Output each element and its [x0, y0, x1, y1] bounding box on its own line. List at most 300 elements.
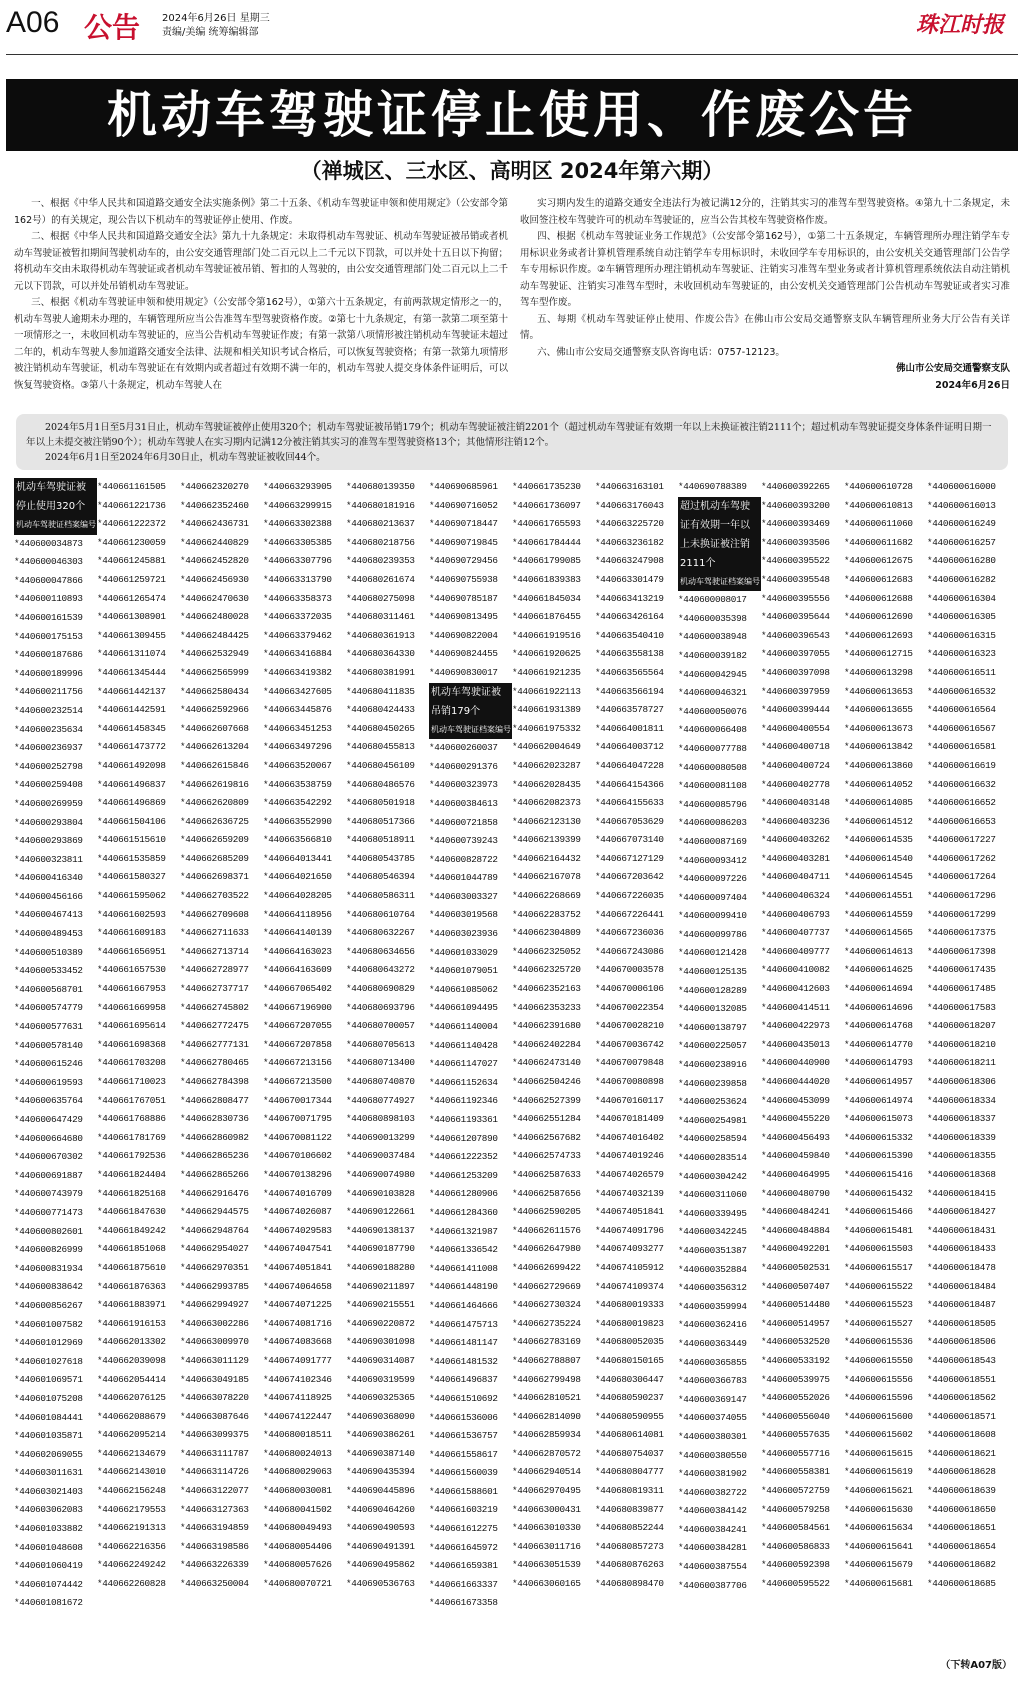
license-number: *440662615846 — [180, 759, 249, 771]
license-number: *440663051539 — [512, 1559, 581, 1571]
license-number: *440600618506 — [927, 1336, 996, 1348]
license-number: *440662473140 — [512, 1057, 581, 1069]
license-number: *440600614768 — [844, 1020, 913, 1032]
license-number: *440662737717 — [180, 983, 249, 995]
license-number: *440600614770 — [844, 1038, 913, 1050]
license-number: *440600406324 — [761, 890, 830, 902]
license-number: *440603003327 — [429, 890, 498, 902]
license-number: *440600416340 — [14, 872, 83, 884]
license-number: *440600615615 — [844, 1447, 913, 1459]
license-number: *440690220872 — [346, 1317, 415, 1329]
license-number: *440600403281 — [761, 852, 830, 864]
license-number: *440661588601 — [429, 1485, 498, 1497]
license-number: *440661259721 — [97, 573, 166, 585]
license-number: *440661442137 — [97, 685, 166, 697]
license-number: *440661311074 — [97, 648, 166, 660]
license-number: *440662268669 — [512, 890, 581, 902]
license-number: *440662353233 — [512, 1001, 581, 1013]
license-number: *440600615481 — [844, 1224, 913, 1236]
license-number: *440600125135 — [678, 966, 747, 978]
license-number: *440662004649 — [512, 741, 581, 753]
signature-org: 佛山市公安局交通警察支队 — [895, 363, 1010, 374]
license-number: *440662713714 — [180, 945, 249, 957]
license-number: *440600613653 — [844, 685, 913, 697]
license-number: *440600239858 — [678, 1077, 747, 1089]
license-number: *440600614085 — [844, 797, 913, 809]
license-number: *440662304809 — [512, 927, 581, 939]
license-number: *440661253209 — [429, 1169, 498, 1181]
number-column — [429, 478, 512, 1650]
license-number: *440601048608 — [14, 1541, 83, 1553]
license-number: *440680411835 — [346, 685, 415, 697]
license-number: *440662729669 — [512, 1280, 581, 1292]
license-number: *440662028435 — [512, 778, 581, 790]
license-number: *440661849242 — [97, 1224, 166, 1236]
license-number: *440690301098 — [346, 1336, 415, 1348]
license-number: *440600618306 — [927, 1076, 996, 1087]
license-number: *440600225057 — [678, 1040, 747, 1052]
license-number: *440600342245 — [678, 1226, 747, 1238]
license-number: *440600132085 — [678, 1003, 747, 1015]
license-number: *440600615523 — [844, 1299, 913, 1311]
license-number: *440661161505 — [97, 481, 166, 492]
license-number: *440680713400 — [346, 1057, 415, 1069]
license-number: *440664028205 — [263, 890, 332, 902]
license-number: *440661609183 — [97, 927, 166, 939]
intro-right-column — [520, 196, 1010, 394]
license-number: *440600618621 — [927, 1447, 996, 1459]
license-number: *440600365855 — [678, 1356, 747, 1368]
license-number: *440601033029 — [429, 946, 498, 958]
license-number: *440600099410 — [678, 910, 747, 922]
license-number: *440663163101 — [595, 481, 664, 492]
license-number: *440600613842 — [844, 741, 913, 753]
license-number: *440690785187 — [429, 592, 498, 604]
license-number: *440663099375 — [180, 1429, 249, 1441]
license-number: *440662567682 — [512, 1131, 581, 1143]
license-number: *440601084441 — [14, 1411, 83, 1423]
license-number: *440600614512 — [844, 815, 913, 827]
license-number: *440661781769 — [97, 1131, 166, 1143]
license-number: *440662799498 — [512, 1373, 581, 1385]
license-number: *440600670302 — [14, 1151, 83, 1163]
license-number: *440661673358 — [429, 1597, 498, 1609]
license-number: *440600510389 — [14, 946, 83, 958]
license-number: *440662532949 — [180, 648, 249, 660]
license-number: *440600612688 — [844, 592, 913, 604]
license-number: *440601081672 — [14, 1597, 83, 1609]
license-number: *440600042945 — [678, 668, 747, 680]
license-number: *440661847630 — [97, 1206, 166, 1218]
license-number: *440600856267 — [14, 1299, 83, 1311]
license-number: *440663566194 — [595, 685, 664, 697]
license-number: *440663111787 — [180, 1447, 249, 1459]
license-number: *440661580327 — [97, 871, 166, 883]
intro-paragraph: 一、根据《中华人民共和国道路交通安全法实施条例》第二十五条、《机动车驾驶证申领和使用规定》（公安部令第162号）的有关规定，现公告以下机动车的驾驶证停止使用、作废。 — [14, 198, 508, 226]
license-number: *440600532520 — [761, 1336, 830, 1348]
license-number: *440661799085 — [512, 555, 581, 567]
license-number: *440600459840 — [761, 1150, 830, 1162]
license-number: *440600635764 — [14, 1095, 83, 1107]
license-number: *440680898470 — [595, 1578, 664, 1590]
license-number: *440600618571 — [927, 1410, 996, 1422]
license-number: *440600617485 — [927, 983, 996, 995]
license-number: *440600615536 — [844, 1336, 913, 1348]
license-number: *440600387554 — [678, 1561, 747, 1573]
license-number: *440680456109 — [346, 759, 415, 771]
license-number: *440661703208 — [97, 1057, 166, 1069]
license-number: *440661458345 — [97, 722, 166, 734]
license-number: *440680361913 — [346, 629, 415, 641]
license-number: *440663226339 — [180, 1559, 249, 1571]
license-number: *440667127129 — [595, 852, 664, 864]
license-number: *440600384281 — [678, 1542, 747, 1554]
license-number: *440603021403 — [14, 1485, 83, 1497]
license-number: *440662994927 — [180, 1299, 249, 1311]
license-number: *440600615600 — [844, 1410, 913, 1422]
license-number: *440600615073 — [844, 1113, 913, 1125]
license-number: *440600507407 — [761, 1280, 830, 1292]
license-number: *440661221736 — [97, 499, 166, 511]
license-number: *440600097226 — [678, 873, 747, 885]
license-number: *440600008017 — [678, 594, 747, 606]
license-number: *440662452820 — [180, 555, 249, 567]
summary-line: 2024年5月1日至5月31日止，机动车驾驶证被停止使用320个；机动车驾驶证被吊销179个；机动车驾驶证被注销2201个（超过机动车驾驶证有效期一年以上未换证被注销2111个；超过机动车驾驶证提交身体条件证明日期一年以上未提交被注销90个）；机动车驾驶人在实习期内记满12分被注销其实习的准驾车型驾驶资格13个；其他情形注销12个。 — [26, 422, 992, 448]
license-number: *440663416884 — [263, 648, 332, 660]
license-number: *440600323973 — [429, 779, 498, 791]
license-number: *440661839383 — [512, 573, 581, 585]
license-number: *440600384142 — [678, 1505, 747, 1517]
license-number: *440662580434 — [180, 685, 249, 697]
license-number: *440664118956 — [263, 908, 332, 920]
license-number: *440600616511 — [927, 666, 996, 678]
license-number: *440600393469 — [761, 518, 830, 530]
license-number: *440661603219 — [429, 1504, 498, 1516]
license-number: *440680139350 — [346, 481, 415, 492]
license-number: *440663566810 — [263, 834, 332, 846]
license-number: *440600617264 — [927, 871, 996, 883]
license-number: *440661284360 — [429, 1206, 498, 1218]
license-number: *440600618562 — [927, 1392, 996, 1404]
license-number: *440674093277 — [595, 1243, 664, 1255]
license-number: *440663379462 — [263, 629, 332, 641]
license-number: *440600464995 — [761, 1168, 830, 1180]
license-number: *440680614081 — [595, 1429, 664, 1441]
license-number: *440680774927 — [346, 1094, 415, 1106]
license-number: *440600077788 — [678, 742, 747, 754]
license-number: *440680852244 — [595, 1522, 664, 1534]
license-number: *440600293869 — [14, 835, 83, 847]
license-number: *440661768886 — [97, 1113, 166, 1125]
license-number: *440603062083 — [14, 1504, 83, 1516]
license-number: *440600618339 — [927, 1131, 996, 1143]
number-column — [927, 478, 1010, 1650]
license-number: *440600595522 — [761, 1578, 830, 1590]
license-number: *440667203642 — [595, 871, 664, 883]
license-number: *440662436731 — [180, 518, 249, 530]
license-number: *440661736097 — [512, 499, 581, 511]
license-number: *440600400554 — [761, 722, 830, 734]
license-number: *440600615390 — [844, 1150, 913, 1162]
license-number: *440661698368 — [97, 1038, 166, 1050]
license-number: *440670079848 — [595, 1057, 664, 1069]
license-number: *440600614694 — [844, 983, 913, 995]
license-number: *440674051841 — [595, 1206, 664, 1218]
license-number: *440661085062 — [429, 983, 498, 995]
archive-number-header: 机动车驾驶证档案编号 — [429, 721, 512, 740]
license-number: *440662810521 — [512, 1392, 581, 1404]
license-number: *440661515610 — [97, 834, 166, 846]
license-number: *440661612275 — [429, 1523, 498, 1535]
license-number: *440662023287 — [512, 759, 581, 771]
license-number: *440601012969 — [14, 1337, 83, 1349]
license-number: *440690719845 — [429, 536, 498, 548]
license-number: *440600395556 — [761, 592, 830, 604]
license-number: *440661336542 — [429, 1244, 498, 1256]
license-number: *440667236036 — [595, 927, 664, 939]
license-number: *440663122077 — [180, 1485, 249, 1497]
number-column — [844, 478, 927, 1650]
license-number: *440600614696 — [844, 1001, 913, 1013]
summary-box — [16, 414, 1008, 470]
license-number: *440662814090 — [512, 1410, 581, 1422]
license-number: *440600614559 — [844, 908, 913, 920]
license-number: *440680455813 — [346, 741, 415, 753]
license-number: *440600557635 — [761, 1429, 830, 1441]
license-number: *440600615522 — [844, 1280, 913, 1292]
license-number: *440600615432 — [844, 1187, 913, 1199]
license-number: *440600236937 — [14, 742, 83, 754]
license-number: *440661695614 — [97, 1020, 166, 1032]
license-number: *440690368090 — [346, 1410, 415, 1422]
license-number: *440670138296 — [263, 1168, 332, 1180]
number-column — [346, 478, 429, 1650]
license-number: *440674026087 — [263, 1206, 332, 1218]
license-number: *440600615517 — [844, 1261, 913, 1273]
license-number: *440661845034 — [512, 592, 581, 604]
license-number: *440662735224 — [512, 1317, 581, 1329]
license-number: *440600410082 — [761, 964, 830, 976]
license-number: *440667213500 — [263, 1076, 332, 1087]
license-number: *440600453099 — [761, 1094, 830, 1106]
license-number: *440680543785 — [346, 852, 415, 864]
license-number: *440662283752 — [512, 908, 581, 920]
license-number: *440600618433 — [927, 1243, 996, 1255]
number-column — [678, 478, 761, 1650]
license-number: *440690325365 — [346, 1392, 415, 1404]
license-number: *440600395522 — [761, 555, 830, 567]
license-number: *440661876363 — [97, 1280, 166, 1292]
license-number: *440662054414 — [97, 1373, 166, 1385]
license-number: *440664154366 — [595, 778, 664, 790]
license-number: *440601027618 — [14, 1355, 83, 1367]
newspaper-logo: 珠江时报 — [915, 12, 1004, 38]
license-number: *440690822004 — [429, 629, 498, 641]
license-number: *440601069571 — [14, 1374, 83, 1386]
number-column — [512, 478, 595, 1650]
license-number: *440600403236 — [761, 815, 830, 827]
license-number: *440662619816 — [180, 778, 249, 790]
license-number: *440674091796 — [595, 1224, 664, 1236]
license-number: *440600664680 — [14, 1132, 83, 1144]
license-number: *440600613298 — [844, 666, 913, 678]
license-number: *440600080508 — [678, 761, 747, 773]
masthead — [0, 0, 1024, 60]
license-number: *440600403262 — [761, 834, 830, 846]
license-number: *440661876455 — [512, 611, 581, 623]
license-number: *440680643272 — [346, 964, 415, 976]
license-number: *440674102346 — [263, 1373, 332, 1385]
license-number: *440600618484 — [927, 1280, 996, 1292]
license-number: *440662088679 — [97, 1410, 166, 1422]
license-number: *440690386261 — [346, 1429, 415, 1441]
license-number: *440600422973 — [761, 1020, 830, 1032]
license-number: *440600614535 — [844, 834, 913, 846]
license-number: *440603019568 — [429, 909, 498, 921]
license-number: *440600034873 — [14, 537, 83, 549]
license-number: *440690685961 — [429, 481, 498, 492]
license-number: *440680804777 — [595, 1466, 664, 1478]
license-number: *440680700057 — [346, 1020, 415, 1032]
license-number: *440674122447 — [263, 1410, 332, 1422]
license-number: *440663078220 — [180, 1392, 249, 1404]
license-number: *440600374055 — [678, 1412, 747, 1424]
license-number: *440600616652 — [927, 797, 996, 809]
license-number: *440600584561 — [761, 1522, 830, 1534]
license-number: *440674064658 — [263, 1280, 332, 1292]
license-number: *440662320270 — [180, 481, 249, 492]
intro-paragraph: 五、每期《机动车驾驶证停止使用、作废公告》在佛山市公安局交通警察支队车辆管理所业务大厅公告有关详情。 — [520, 313, 1010, 341]
license-number: *440600579258 — [761, 1503, 830, 1515]
license-number: *440680306447 — [595, 1373, 664, 1385]
license-number: *440662013302 — [97, 1336, 166, 1348]
license-number: *440663520067 — [263, 759, 332, 771]
license-number: *440663060165 — [512, 1578, 581, 1590]
license-number: *440600615246 — [14, 1058, 83, 1070]
license-number: *440600611060 — [844, 518, 913, 530]
license-number: *440662484425 — [180, 629, 249, 641]
license-number: *440601044789 — [429, 872, 498, 884]
license-number: *440600577631 — [14, 1021, 83, 1033]
license-number: *440600254981 — [678, 1114, 747, 1126]
license-number: *440662636725 — [180, 815, 249, 827]
label-stop-use: 机动车驾驶证被停止使用320个 — [14, 478, 97, 516]
license-number: *440662859934 — [512, 1429, 581, 1441]
license-number: *440663250004 — [180, 1578, 249, 1590]
license-number: *440663010330 — [512, 1522, 581, 1534]
license-number: *440663540410 — [595, 629, 664, 641]
license-number: *440680839877 — [595, 1503, 664, 1515]
license-number: *440664140139 — [263, 927, 332, 939]
license-number: *440600616619 — [927, 759, 996, 771]
license-number: *440600412603 — [761, 983, 830, 995]
license-number: *440667053629 — [595, 815, 664, 827]
intro-paragraph: 三、根据《机动车驾驶证申领和使用规定》（公安部令第162号），①第六十五条规定，有前两款规定情形之一的，机动车驾驶人逾期未办理的，车辆管理所应当公告准驾车型驾驶资格作废。②第七十九条规定，有第一款第二项至第十一项情形之一，未收回机动车驾驶证的，应当公告机动车驾驶证作废；有第一款第八项情形被注销机动车驾驶证未超过二年的，机动车驾驶人参加道路交通安全法律、法规和相关知识考试合格后，可以恢复驾驶资格；有第一款第九项情形被注销机动车驾驶证，机动车驾驶证在有效期内或者超过有效期不满一年的，机动车驾驶人提交身体条件证明后，可以恢复驾驶资格。③第八十条规定，机动车驾驶人在 — [14, 297, 509, 391]
license-number: *440680311461 — [346, 611, 415, 623]
license-number: *440690138137 — [346, 1224, 415, 1236]
license-number: *440600232514 — [14, 704, 83, 716]
license-number: *440600128289 — [678, 984, 747, 996]
license-number: *440600492201 — [761, 1243, 830, 1255]
license-number: *440674071225 — [263, 1299, 332, 1311]
license-number: *440600616315 — [927, 629, 996, 641]
license-number: *440662709608 — [180, 908, 249, 920]
license-number: *440661496837 — [429, 1374, 498, 1386]
license-number: *440663419382 — [263, 666, 332, 678]
license-number: *440600617375 — [927, 927, 996, 939]
license-number: *440600259408 — [14, 779, 83, 791]
license-number: *440667196900 — [263, 1001, 332, 1013]
license-number: *440664163609 — [263, 964, 332, 976]
license-number: *440690729456 — [429, 555, 498, 567]
license-number: *440600617398 — [927, 945, 996, 957]
license-number: *440600366783 — [678, 1375, 747, 1387]
license-number: *440680898103 — [346, 1113, 415, 1125]
license-number: *440662685209 — [180, 852, 249, 864]
license-number: *440600035398 — [678, 612, 747, 624]
license-number: *440667243086 — [595, 945, 664, 957]
license-number: *440663011129 — [180, 1354, 249, 1366]
notice-subtitle: （禅城区、三水区、高明区 2024年第六期） — [300, 159, 724, 183]
license-number: *440680275098 — [346, 592, 415, 604]
license-number: *440600612690 — [844, 611, 913, 623]
license-number: *440600351387 — [678, 1244, 747, 1256]
license-number: *440680424433 — [346, 704, 415, 716]
license-number: *440662249242 — [97, 1559, 166, 1571]
license-number: *440600489453 — [14, 928, 83, 940]
license-number: *440662647980 — [512, 1243, 581, 1255]
license-number: *440680019333 — [595, 1299, 664, 1311]
license-number: *440662352460 — [180, 499, 249, 511]
license-number: *440661473772 — [97, 741, 166, 753]
license-number: *440690490593 — [346, 1522, 415, 1534]
license-number: *440670003578 — [595, 964, 664, 976]
license-number: *440600615332 — [844, 1131, 913, 1143]
license-number: *440661481532 — [429, 1355, 498, 1367]
license-number: *440662134679 — [97, 1447, 166, 1459]
license-number: *440600121428 — [678, 947, 747, 959]
license-number: *440600400718 — [761, 741, 830, 753]
label-revoked: 机动车驾驶证被吊销179个 — [429, 683, 512, 721]
license-number: *440661245881 — [97, 555, 166, 567]
license-number: *440663542292 — [263, 797, 332, 809]
license-number: *440663413219 — [595, 592, 664, 604]
license-number: *440600618431 — [927, 1224, 996, 1236]
continued-note: （下转A07版） — [940, 1660, 1012, 1671]
license-number: *440662711633 — [180, 927, 249, 939]
license-number: *440662590205 — [512, 1206, 581, 1218]
license-number: *440663558138 — [595, 648, 664, 660]
license-number: *440600615596 — [844, 1392, 913, 1404]
license-number: *440661536757 — [429, 1430, 498, 1442]
license-number: *440661922113 — [512, 685, 581, 697]
license-number: *440667065402 — [263, 983, 332, 995]
license-number: *440680019823 — [595, 1317, 664, 1329]
license-number: *440680041502 — [263, 1503, 332, 1515]
license-number: *440600396543 — [761, 629, 830, 641]
license-number: *440661192346 — [429, 1095, 498, 1107]
license-number: *440661602593 — [97, 908, 166, 920]
license-number: *440680546394 — [346, 871, 415, 883]
license-number: *440663127363 — [180, 1503, 249, 1515]
license-number: *440690074980 — [346, 1168, 415, 1180]
license-number: *440674118925 — [263, 1392, 332, 1404]
license-number: *440600618355 — [927, 1150, 996, 1162]
license-number: *440600402778 — [761, 778, 830, 790]
license-number: *440600352884 — [678, 1263, 747, 1275]
notice-title: 机动车驾驶证停止使用、作废公告 — [6, 79, 1018, 151]
number-column — [14, 478, 97, 1650]
